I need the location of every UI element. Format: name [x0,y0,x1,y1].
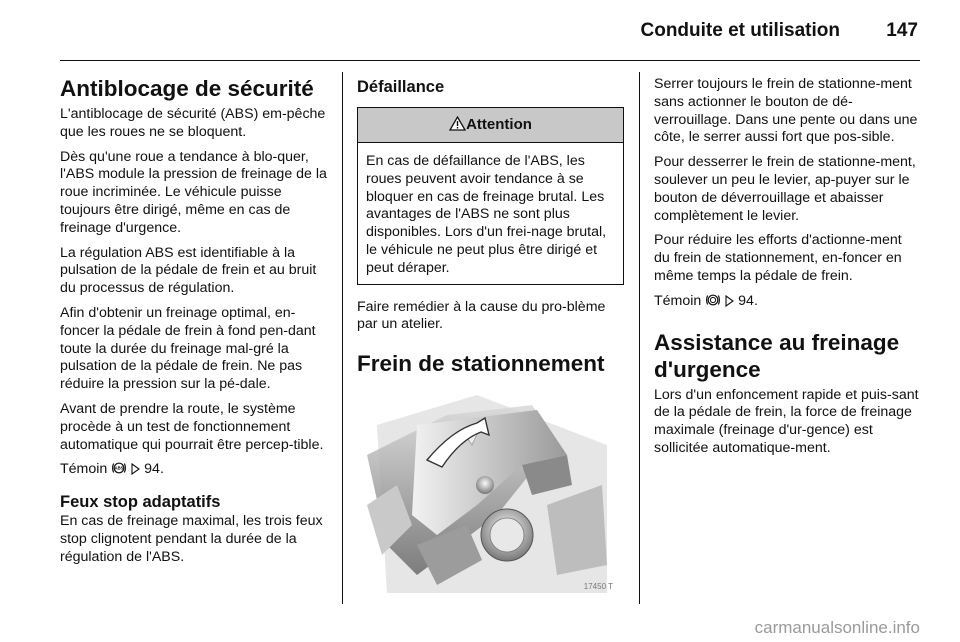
figure-number: 17450 T [583,582,613,592]
column-left [60,76,327,574]
page-reference: 94. [738,292,758,309]
paragraph: Lors d'un enfoncement rapide et puis-sant de la pédale de frein, la force de freinage maximale (freinage d'ur-gence) est sollicitée automatique-ment. [654,386,919,456]
chapter-title: Conduite et utilisation [640,20,840,41]
paragraph: Afin d'obtenir un freinage optimal, en-foncer la pédale de frein à fond pen-dant toute la durée du freinage mal-gré la pulsation de la pédale de frein. Ne pas réduire la pression sur la pé-dale. [60,304,316,393]
section-heading-brake-assist: Assistance au freinage d'urgence [654,329,900,382]
column-divider [639,72,640,604]
attention-header [358,108,623,143]
paragraph: Pour réduire les efforts d'actionne-ment du frein de stationnement, en-foncer en même temps la pédale de frein. [654,232,902,284]
abs-warning-icon [111,461,127,481]
page-reference-icon [725,295,734,313]
temoin-line [60,461,327,481]
page-reference: 94. [144,461,164,478]
paragraph: L'antiblocage de sécurité (ABS) em-pêche que les roues ne se bloquent. [60,106,326,140]
subsection-heading: Défaillance [357,78,445,96]
section-heading-parking-brake: Frein de stationnement [357,351,605,377]
page-header [0,0,960,60]
attention-box [357,107,624,285]
parking-brake-illustration [357,385,619,593]
svg-text:ABS: ABS [114,465,124,471]
paragraph: Serrer toujours le frein de stationne-ment sans actionner le bouton de dé-verrouillage. Dans une pente ou dans une côte, le serrer aussi fort que pos-sible. [654,76,918,146]
column-divider [342,72,343,604]
brake-warning-icon [705,293,721,313]
watermark: carmanualsonline.info [754,618,920,637]
paragraph: Faire remédier à la cause du pro-blème par un atelier. [357,298,606,333]
paragraph: En cas de freinage maximal, les trois feux stop clignotent pendant la durée de la régulation de l'ABS. [60,513,323,565]
page-number: 147 [886,20,918,41]
section-heading-abs: Antiblocage de sécurité [60,76,314,101]
page-reference-icon [131,463,140,481]
header-rule [60,60,920,61]
temoin-label: Témoin [60,461,108,478]
subsection-heading: Feux stop adaptatifs [60,493,221,512]
paragraph: Dès qu'une roue a tendance à blo-quer, l'ABS module la pression de freinage de la roue incriminée. Le véhicule puisse toujours être dirigé, même en cas de freinage d'urgence. [60,148,327,236]
temoin-line [654,293,921,313]
paragraph: Avant de prendre la route, le système procède à un test de fonctionnement automatique qui pourrait être percep-tible. [60,400,324,453]
paragraph: Pour desserrer le frein de stationne-ment, soulever un peu le levier, ap-puyer sur le bouton de déverrouillage et abaisser complètement le levier. [654,154,916,224]
column-right [654,76,921,465]
column-middle [357,76,624,593]
paragraph: La régulation ABS est identifiable à la pulsation de la pédale de frein et au bruit du processus de régulation. [60,244,317,297]
attention-title: Attention [466,116,532,133]
attention-body [358,143,623,284]
attention-text: En cas de défaillance de l'ABS, les roues peuvent avoir tendance à se bloquer en cas de freinage brutal. Les avantages de l'ABS ne sont plus disponibles. Lors d'un frei-nage brutal, le véhicule ne peut plus être dirigé et peut déraper. [366,153,607,276]
temoin-label: Témoin [654,292,702,309]
warning-triangle-icon [449,110,466,144]
